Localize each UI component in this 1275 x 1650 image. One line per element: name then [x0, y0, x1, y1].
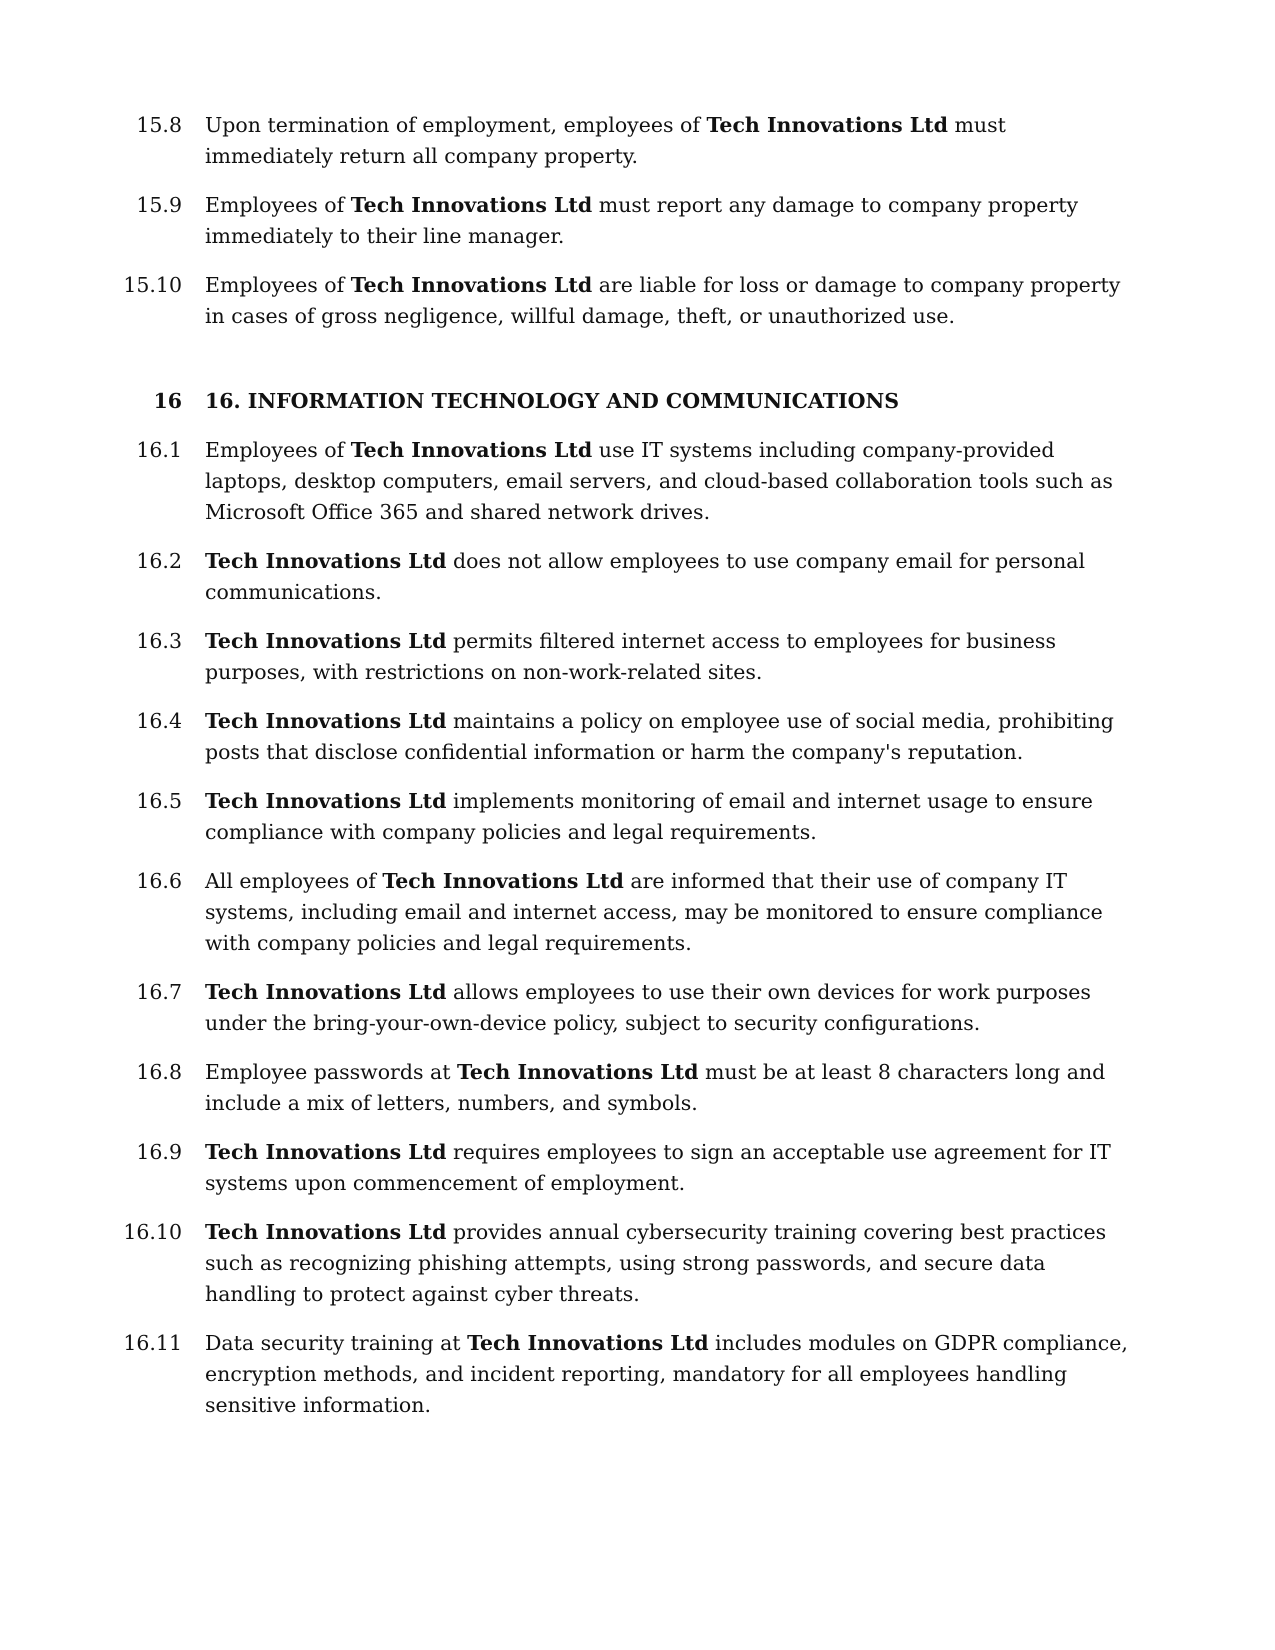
clause-number: 16.6 — [136, 869, 182, 893]
clause-16-1 — [120, 435, 1130, 528]
company-name: Tech Innovations Ltd — [706, 113, 948, 137]
clause-text — [205, 977, 1130, 1039]
company-name: Tech Innovations Ltd — [467, 1331, 709, 1355]
clause-text-after: must be at least 8 characters long and include a mix of letters, numbers, and symbols. — [205, 1060, 1106, 1115]
clause-text-after: does not allow employees to use company email for personal communications. — [205, 549, 1086, 604]
company-name: Tech Innovations Ltd — [205, 709, 447, 733]
clause-text-after: use IT systems including company-provided laptops, desktop computers, email servers, and cloud-based collaboration tools such as Microsoft Office 365 and shared network drives. — [205, 438, 1113, 524]
company-name: Tech Innovations Ltd — [205, 629, 447, 653]
clause-number: 16.9 — [136, 1140, 182, 1164]
clause-text — [205, 1137, 1130, 1199]
clause-number: 16.1 — [136, 438, 182, 462]
company-name: Tech Innovations Ltd — [382, 869, 624, 893]
clause-16-10 — [120, 1217, 1130, 1310]
section-number: 16 — [153, 389, 182, 413]
clause-text — [205, 270, 1130, 332]
company-name: Tech Innovations Ltd — [350, 273, 593, 297]
section-heading — [120, 386, 1130, 417]
company-name: Tech Innovations Ltd — [457, 1060, 699, 1084]
clause-text — [205, 786, 1130, 848]
clause-16-3 — [120, 626, 1130, 688]
clause-number: 16.2 — [136, 549, 182, 573]
clause-text — [205, 110, 1130, 172]
clause-text — [205, 1217, 1130, 1310]
company-name: Tech Innovations Ltd — [205, 549, 447, 573]
clause-16-9 — [120, 1137, 1130, 1199]
clause-text-after: allows employees to use their own devices for work purposes under the bring-your-own-device policy, subject to security configurations. — [205, 980, 1091, 1035]
clause-number: 16.7 — [136, 980, 182, 1004]
clause-16-2 — [120, 546, 1130, 608]
clause-text-after: permits filtered internet access to employees for business purposes, with restrictions on non-work-related sites. — [205, 629, 1056, 684]
clause-15-10 — [120, 270, 1130, 332]
clause-16-7 — [120, 977, 1130, 1039]
clause-16-6 — [120, 866, 1130, 959]
section-title: 16. INFORMATION TECHNOLOGY AND COMMUNICATIONS — [205, 389, 900, 413]
clause-16-5 — [120, 786, 1130, 848]
company-name: Tech Innovations Ltd — [205, 980, 447, 1004]
clause-number: 16.4 — [136, 709, 182, 733]
clause-text-after: are liable for loss or damage to company property in cases of gross negligence, willful damage, theft, or unauthorized use. — [205, 273, 1121, 328]
clause-16-4 — [120, 706, 1130, 768]
clause-number: 15.10 — [123, 273, 182, 297]
company-name: Tech Innovations Ltd — [205, 1140, 447, 1164]
clause-text — [205, 435, 1130, 528]
clause-15-8 — [120, 110, 1130, 172]
document-content — [120, 110, 1130, 1439]
clause-text — [205, 706, 1130, 768]
clause-text — [205, 866, 1130, 959]
clause-text-before: Upon termination of employment, employees of — [205, 113, 707, 137]
clause-number: 15.9 — [136, 193, 182, 217]
clause-text-before: Data security training at — [205, 1331, 468, 1355]
clause-number: 16.11 — [123, 1331, 182, 1355]
clause-text-after: provides annual cybersecurity training covering best practices such as recognizing phishing attempts, using strong passwords, and secure data handling to protect against cyber threats. — [205, 1220, 1107, 1306]
company-name: Tech Innovations Ltd — [205, 789, 447, 813]
clause-16-11 — [120, 1328, 1130, 1421]
clause-number: 16.3 — [136, 629, 182, 653]
clause-number: 16.8 — [136, 1060, 182, 1084]
clause-16-8 — [120, 1057, 1130, 1119]
clause-text-before: All employees of — [205, 869, 383, 893]
clause-text — [205, 1328, 1130, 1421]
company-name: Tech Innovations Ltd — [350, 193, 593, 217]
clause-text — [205, 1057, 1130, 1119]
company-name: Tech Innovations Ltd — [350, 438, 593, 462]
clause-text-before: Employees of — [205, 438, 351, 462]
clause-number: 16.10 — [123, 1220, 182, 1244]
clause-text-after: must immediately return all company property. — [205, 113, 1006, 168]
clause-text-after: maintains a policy on employee use of social media, prohibiting posts that disclose confidential information or harm the company's reputation. — [205, 709, 1114, 764]
clause-text — [205, 546, 1130, 608]
clause-text-before: Employees of — [205, 273, 351, 297]
clause-text — [205, 626, 1130, 688]
company-name: Tech Innovations Ltd — [205, 1220, 447, 1244]
clause-text-after: includes modules on GDPR compliance, encryption methods, and incident reporting, mandatory for all employees handling sensitive information. — [205, 1331, 1128, 1417]
clause-text-before: Employees of — [205, 193, 351, 217]
clause-text-after: requires employees to sign an acceptable use agreement for IT systems upon commencement of employment. — [205, 1140, 1111, 1195]
clause-number: 15.8 — [136, 113, 182, 137]
clause-15-9 — [120, 190, 1130, 252]
clause-number: 16.5 — [136, 789, 182, 813]
clause-text-after: implements monitoring of email and internet usage to ensure compliance with company policies and legal requirements. — [205, 789, 1093, 844]
clause-text-after: must report any damage to company property immediately to their line manager. — [205, 193, 1079, 248]
clause-text-before: Employee passwords at — [205, 1060, 457, 1084]
clause-text — [205, 190, 1130, 252]
clause-text-after: are informed that their use of company IT systems, including email and internet access, may be monitored to ensure compliance with company policies and legal requirements. — [205, 869, 1103, 955]
